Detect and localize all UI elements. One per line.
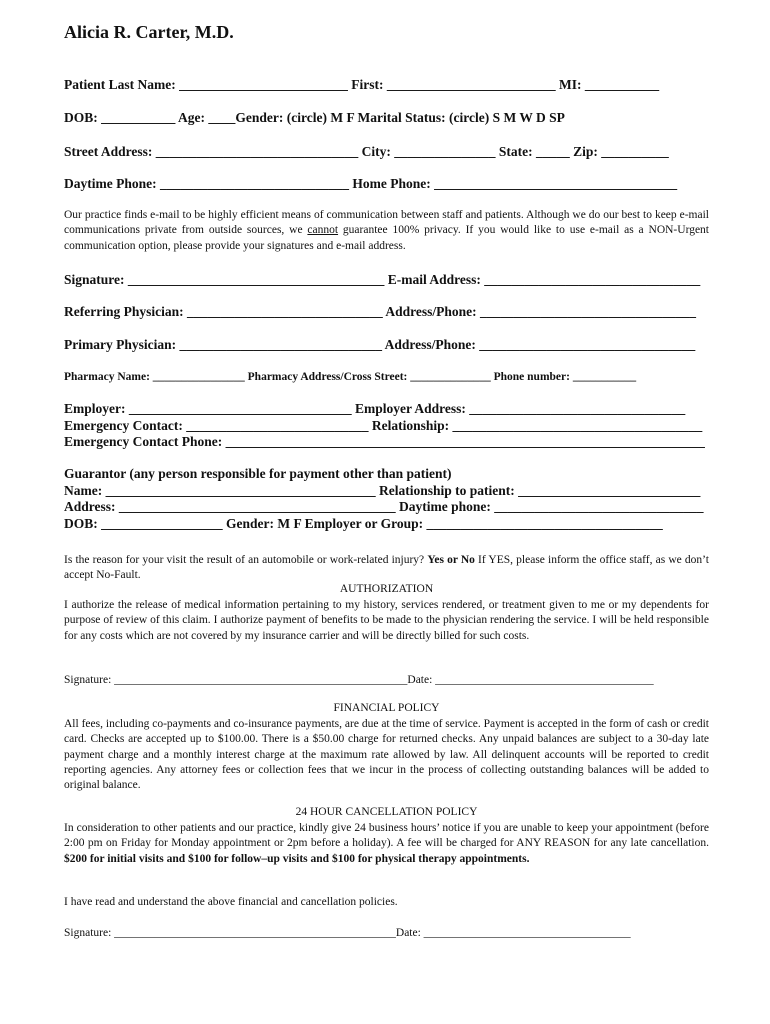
cancellation-policy-text: In consideration to other patients and our practice, kindly give 24 business hours’ notice if you are unable to keep your appointment (before 2:00 pm on Friday for Monday appointment or 2pm before a holiday). A fee will be charged for ANY REASON for any late cancellation. [64,822,709,850]
authorization-heading: AUTHORIZATION [339,583,434,595]
injury-question-paragraph [64,553,709,584]
doctor-name: Alicia R. Carter, M.D. [64,22,234,42]
financial-policy-text: All fees, including co-payments and co-insurance payments, are due at the time of service. Payment is accepted in the form of cash or credit card. Checks are accepted up to $100.00. There is a $50.00 charge for returned checks. Any unpaid balances are subject to a 30-day late payment charge and a monthly interest charge at the maximum rate allowed by law. All delinquent accounts will be reported to credit reporting agencies. Any attorney fees or collection fees that we incur in the process of collecting outstanding balances will be added to original balance. [64,718,709,792]
dob-age-gender-marital-line[interactable]: DOB: ___________ Age: ____Gender: (circle) M F Marital Status: (circle) S M W D SP [64,110,565,125]
guarantor-name-line[interactable]: Name: ________________________________________ Relationship to patient: ___________________________ [64,483,701,498]
emergency-contact-line[interactable]: Emergency Contact: ___________________________ Relationship: _____________________________________ [64,418,703,433]
financial-policy-heading: FINANCIAL POLICY [333,702,440,714]
email-notice-part1: Our practice finds e-mail to be highly efficient means of communication between staff and patients. Although we do our best to keep e-mail communications private from outside sources, we [64,209,709,237]
guarantor-dob-line[interactable]: DOB: __________________ Gender: M F Employer or Group: ___________________________________ [64,516,663,531]
injury-options[interactable]: Yes or No [427,554,475,566]
injury-question: Is the reason for your visit the result of an automobile or work-related injury? [64,554,428,566]
referring-physician-line[interactable]: Referring Physician: _____________________________ Address/Phone: ________________________________ [64,304,696,319]
guarantor-heading: Guarantor (any person responsible for payment other than patient) [64,466,452,481]
authorization-text: I authorize the release of medical information pertaining to my history, services rendered, or treatment given to me or my dependents for purpose of review of this claim. I authorize payment of benefits to be made to the physician rendering the service. I will be held responsible for any costs which are not covered by my insurance carrier and will be directly billed for such costs. [64,599,709,642]
patient-name-line[interactable]: Patient Last Name: _________________________ First: _________________________ MI: ___________ [64,77,660,92]
phone-numbers-line[interactable]: Daytime Phone: ____________________________ Home Phone: ____________________________________ [64,176,678,191]
email-notice-part2: guarantee 100% privacy. If you would like to use e-mail as a NON-Urgent communication option, please provide your signatures and e-mail address. [64,224,709,252]
cancellation-policy-paragraph [64,821,709,867]
acknowledgement-text: I have read and understand the above financial and cancellation policies. [64,896,398,908]
primary-physician-line[interactable]: Primary Physician: ______________________________ Address/Phone: ________________________________ [64,337,696,352]
email-notice-paragraph [64,208,709,254]
street-address-line[interactable]: Street Address: ______________________________ City: _______________ State: _____ Zip: __________ [64,144,669,159]
email-notice-cannot: cannot [307,224,339,237]
authorization-signature-line[interactable]: Signature: ___________________________________________________Date: ______________________________________ [64,674,654,686]
employer-line[interactable]: Employer: _________________________________ Employer Address: ________________________________ [64,401,686,416]
guarantor-address-line[interactable]: Address: _________________________________________ Daytime phone: _______________________________ [64,499,704,514]
final-signature-line[interactable]: Signature: _________________________________________________Date: ____________________________________ [64,927,631,939]
cancellation-policy-heading: 24 HOUR CANCELLATION POLICY [295,806,478,818]
injury-instruction: If YES, please inform the office staff, as we don’t accept No-Fault. [64,554,709,582]
pharmacy-line[interactable]: Pharmacy Name: ________________ Pharmacy Address/Cross Street: ______________ Phone number: ___________ [64,371,637,383]
cancellation-fees: $200 for initial visits and $100 for follow–up visits and $100 for physical therapy appointments. [64,852,530,865]
emergency-contact-phone-line[interactable]: Emergency Contact Phone: _______________________________________________________________________ [64,434,705,449]
signature-email-line[interactable]: Signature: ______________________________________ E-mail Address: ________________________________ [64,272,701,287]
